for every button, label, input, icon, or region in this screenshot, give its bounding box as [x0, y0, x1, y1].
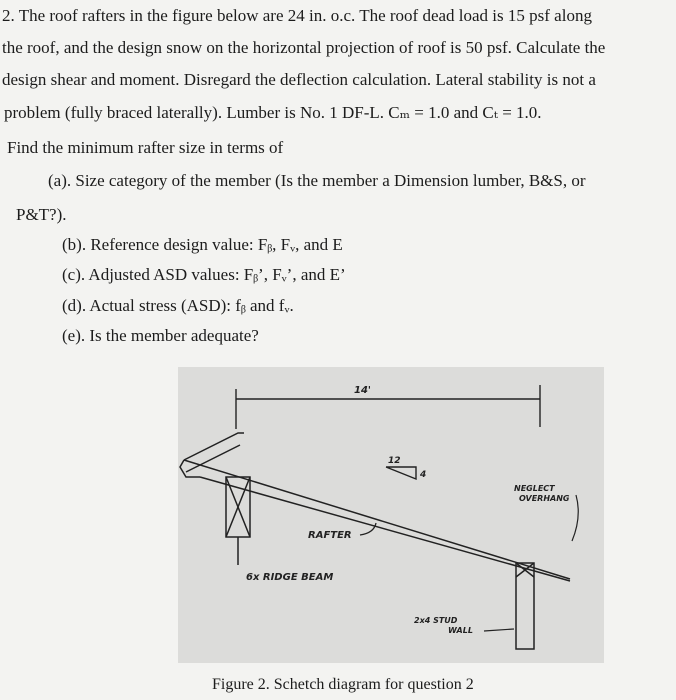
figure-caption: Figure 2. Schetch diagram for question 2 — [212, 676, 474, 693]
question-line-4: problem (fully braced laterally). Lumber is No. 1 DF-L. Cₘ = 1.0 and Cₜ = 1.0. — [4, 103, 542, 122]
rafter-label: RAFTER — [308, 530, 352, 541]
slope-run-label: 12 — [388, 456, 401, 466]
overhang-label-line-2: OVERHANG — [519, 494, 570, 503]
stud-wall — [516, 563, 534, 649]
part-a: (a). Size category of the member (Is the member a Dimension lumber, B&S, or — [48, 171, 586, 190]
question-line-3: design shear and moment. Disregard the deflection calculation. Lateral stability is not a — [2, 70, 596, 89]
span-label: 14' — [354, 385, 371, 396]
ridge-beam-label: 6x RIDGE BEAM — [246, 572, 334, 583]
stud-label-line-1: 2x4 STUD — [414, 616, 458, 625]
stud-label-line-2: WALL — [448, 626, 473, 635]
slope-rise-label: 4 — [420, 470, 427, 480]
rafter-sketch-figure — [178, 367, 604, 663]
overhang-label-line-1: NEGLECT — [514, 484, 555, 493]
question-line-1: 2. The roof rafters in the figure below are 24 in. o.c. The roof dead load is 15 psf along — [2, 6, 592, 25]
question-line-5: Find the minimum rafter size in terms of — [7, 138, 284, 157]
part-c: (c). Adjusted ASD values: Fᵦ’, Fᵥ’, and E’ — [62, 265, 346, 284]
part-a-continued: P&T?). — [16, 205, 67, 224]
question-line-2: the roof, and the design snow on the horizontal projection of roof is 50 psf. Calculate the — [2, 38, 606, 57]
slope-triangle — [386, 467, 416, 479]
part-e: (e). Is the member adequate? — [62, 326, 259, 345]
span-dimension — [236, 385, 540, 429]
part-b: (b). Reference design value: Fᵦ, Fᵥ, and E — [62, 235, 343, 254]
part-d: (d). Actual stress (ASD): fᵦ and fᵥ. — [62, 296, 294, 315]
